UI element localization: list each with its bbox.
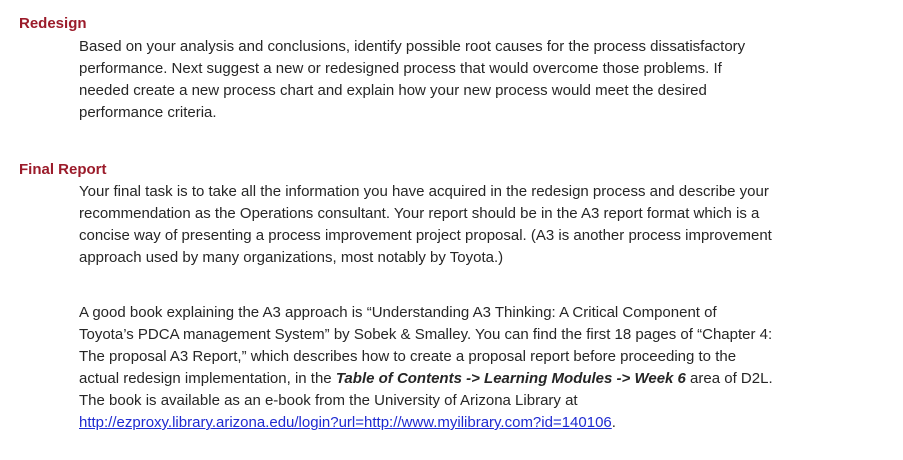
book-line-text: area of D2L. — [685, 370, 773, 387]
final-report-heading: Final Report — [19, 161, 107, 178]
final-report-line: recommendation as the Operations consultant. Your report should be in the A3 report format which is a — [79, 205, 760, 222]
redesign-heading: Redesign — [19, 15, 87, 32]
book-line — [79, 368, 879, 390]
book-line — [79, 412, 879, 434]
redesign-line: needed create a new process chart and explain how your new process would meet the desired — [79, 82, 707, 99]
book-paragraph — [79, 302, 879, 434]
link-period: . — [611, 414, 616, 431]
book-line: Toyota’s PDCA management System” by Sobek & Smalley. You can find the first 18 pages of “Chapter 4: — [79, 326, 773, 343]
ebook-library-link[interactable]: http://ezproxy.library.arizona.edu/login?url=http://www.myilibrary.com?id=140106 — [79, 414, 612, 431]
redesign-paragraph — [79, 36, 879, 124]
book-line: The proposal A3 Report,” which describes how to create a proposal report before proceeding to the — [79, 348, 737, 365]
redesign-line: performance criteria. — [79, 104, 217, 121]
book-line-text: actual redesign implementation, in the — [79, 370, 336, 387]
final-report-line: concise way of presenting a process improvement project proposal. (A3 is another process improvement — [79, 227, 772, 244]
final-report-line: Your final task is to take all the information you have acquired in the redesign process and describe your — [79, 183, 769, 200]
final-report-line: approach used by many organizations, most notably by Toyota.) — [79, 249, 504, 266]
redesign-line: Based on your analysis and conclusions, identify possible root causes for the process dissatisfactory — [79, 38, 746, 55]
final-report-paragraph — [79, 181, 879, 269]
d2l-navigation-path: Table of Contents -> Learning Modules -> Week 6 — [335, 370, 686, 387]
book-line: A good book explaining the A3 approach is “Understanding A3 Thinking: A Critical Component of — [79, 304, 717, 321]
redesign-line: performance. Next suggest a new or redesigned process that would overcome those problems. If — [79, 60, 722, 77]
book-line: The book is available as an e-book from the University of Arizona Library at — [79, 392, 578, 409]
